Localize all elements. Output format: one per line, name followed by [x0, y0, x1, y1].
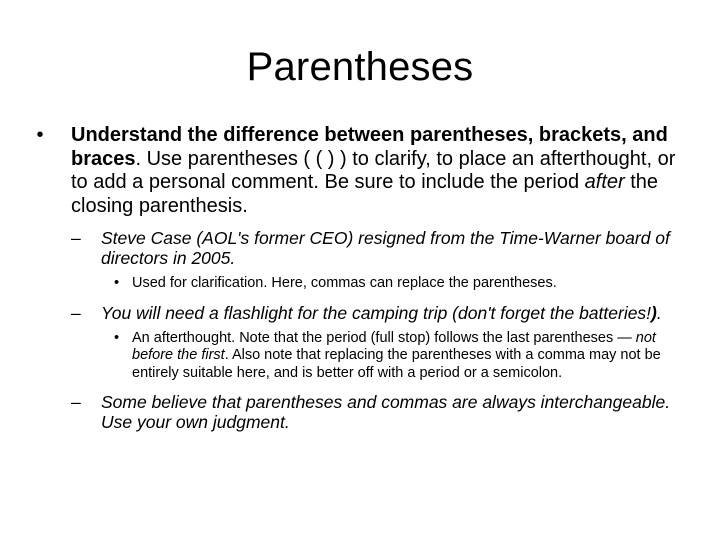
bullet-icon: •: [114, 329, 120, 346]
dash-icon: –: [71, 302, 81, 323]
bullet-icon: •: [114, 275, 120, 291]
bullet-icon: •: [36, 124, 44, 146]
example-text: You will need a flashlight for the camping trip (don't forget the batteries!: [101, 302, 652, 323]
dash-icon: –: [71, 228, 81, 248]
example-item-2: [28, 303, 678, 323]
example-text: Some believe that parentheses and commas are always interchangeable. Use your own judgment.: [101, 392, 671, 432]
slide-content: [28, 124, 678, 432]
example-text: Steve Case (AOL's former CEO) resigned from the Time-Warner board of directors in 2005.: [101, 228, 670, 268]
note-italic-text: not before the first: [132, 329, 656, 363]
example-note-1: [28, 275, 678, 293]
note-text: Used for clarification. Here, commas can replace the parentheses.: [132, 275, 557, 291]
note-text-end: . Also note that replacing the parentheses with a comma may not be entirely suitable here, and is better off with a period or a semicolon.: [132, 347, 661, 381]
slide-title: Parentheses: [246, 45, 474, 89]
example-item-1: [28, 228, 678, 268]
example-note-2: [28, 330, 678, 383]
example-text-end: .: [656, 302, 662, 323]
main-point-text: . Use parentheses ( ( ) ) to clarify, to place an afterthought, or to add a personal comment. Be sure to include the period: [71, 147, 676, 193]
example-item-3: [28, 392, 678, 432]
main-bullet-point: [28, 124, 678, 218]
dash-icon: –: [71, 392, 81, 412]
main-point-bold-text: Understand the difference between parentheses, brackets, and braces: [71, 124, 668, 170]
note-text: An afterthought. Note that the period (full stop) follows the last parentheses —: [132, 329, 636, 346]
main-point-text-end: the closing parenthesis.: [71, 171, 659, 217]
example-closing-paren: ): [651, 302, 657, 323]
main-point-after-word: after: [584, 171, 625, 193]
